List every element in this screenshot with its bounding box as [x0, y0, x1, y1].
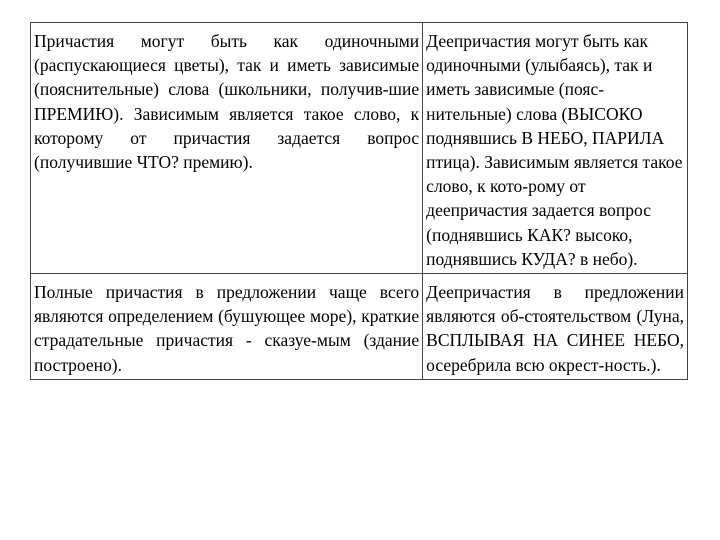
cell-text: Причастия могут быть как одиночными (распускающиеся цветы), так и иметь зависимые (пояснительные) слова (школьники, получив-шие ПРЕМИЮ). Зависимым является такое слово, к которому от причастия задается вопрос (получившие ЧТО? премию). [34, 31, 420, 173]
cell-text: Деепричастия в предложении являются об-стоятельством (Луна, ВСПЛЫВАЯ НА СИНЕЕ НЕБО, осеребрила всю окрест-ность.). [426, 282, 684, 375]
table-row [31, 23, 688, 274]
cell-text: Деепричастия могут быть как одиночными (улыбаясь), так и иметь зависимые (пояс-нительные) слова (ВЫСОКО поднявшись В НЕБО, ПАРИЛА птица). Зависимым является такое слово, к кото-рому от деепричастия задается вопрос (поднявшись КАК? высоко, поднявшись КУДА? в небо). [426, 31, 683, 269]
table-row [31, 274, 688, 380]
comparison-table [30, 22, 688, 380]
cell-text: Полные причастия в предложении чаще всего являются определением (бушующее море), краткие страдательные причастия - сказуе-мым (здание построено). [34, 282, 420, 375]
table-cell-gerunds-dependence [423, 23, 688, 274]
table-cell-participles-syntax-role [31, 274, 423, 380]
table-cell-gerunds-syntax-role [423, 274, 688, 380]
table-cell-participles-dependence [31, 23, 423, 274]
